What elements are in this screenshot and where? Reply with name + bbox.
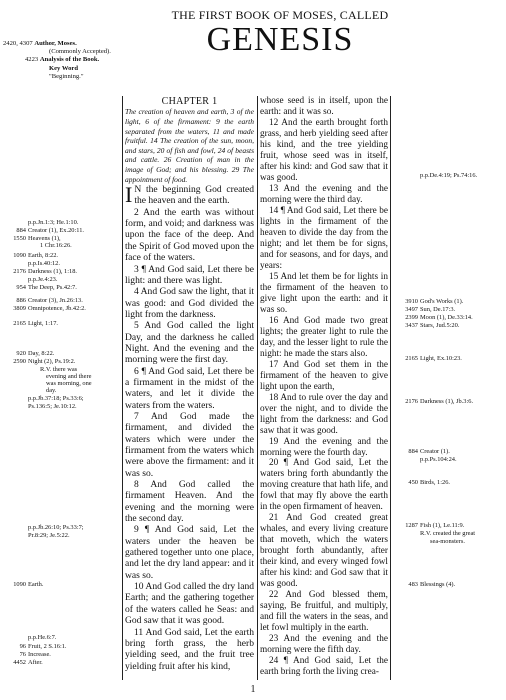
margin-note: p.p.Is.40:12. [28, 260, 60, 267]
column-rule-middle [257, 96, 258, 680]
margin-note: Ps.136:5; Je.10:12. [28, 403, 77, 410]
margin-note: 2590 Night (2), Ps.19:2. [13, 358, 76, 365]
verse: 5 And God called the light Day, and the darkness he called Night. And the evening and the morning were the first day. [125, 320, 254, 366]
margin-note: 954 The Deep, Ps.42:7. [16, 284, 77, 291]
margin-note: sea-monsters. [430, 538, 465, 545]
margin-note: 1550 Heavens (1), [13, 235, 61, 242]
margin-note: 920 Day, 8:22. [16, 350, 55, 357]
margin-note: evening and there [46, 373, 92, 380]
verse: 17 And God set them in the firmament of the heaven to give light upon the earth, [260, 359, 388, 392]
verse: 24 ¶ And God said, Let the earth bring forth the living crea- [260, 656, 388, 678]
margin-note: 3809 Omnipotence, Jb.42:2. [13, 305, 86, 312]
top-note: Key Word [49, 64, 79, 72]
verse: 4 And God saw the light, that it was good: and God divided the light from the darkness. [125, 286, 254, 320]
verse: 20 ¶ And God said, Let the waters bring forth abundantly the moving creature that hath life, and fowl that may fly above the earth in the open firmament of heaven. [260, 458, 388, 513]
column-rule-right [390, 96, 391, 680]
verse: 23 And the evening and the morning were the fifth day. [260, 634, 388, 656]
margin-note: 2399 Moon (1), De.33:14. [405, 314, 473, 321]
verse: 12 And the earth brought forth grass, and herb yielding seed after his kind, and the tree yielding fruit, whose seed was in itself, after his kind: and God saw that it was good. [260, 117, 388, 183]
text-column-2 [260, 96, 388, 678]
text-column-1 [125, 96, 254, 672]
margin-note: p.p.Jb.26:10; Ps.33:7; [28, 524, 84, 531]
column-rule-left [122, 96, 123, 680]
margin-note: p.p.Jn.1:3; He.1:10. [28, 219, 79, 226]
book-subtitle: THE FIRST BOOK OF MOSES, CALLED [171, 8, 389, 22]
verse: 21 And God created great whales, and every living creature that moveth, which the waters brought forth abundantly, after their kind, and every winged fowl after his kind: and God saw that it was good. [260, 513, 388, 590]
margin-note: 884 Creator (1), Ex.20:11. [16, 227, 85, 234]
margin-note: day. [46, 387, 57, 394]
margin-note: 2165 Light, Ex.10:23. [405, 355, 462, 362]
margin-note: 450 Birds, 1:26. [408, 479, 451, 486]
verse: 19 And the evening and the morning were the fourth day. [260, 436, 388, 458]
chapter-summary: The creation of heaven and earth, 3 of the light, 6 of the firmament: 9 the earth separated from the waters, 11 and made fruitful. 14 The creation of the sun, moon, and stars, 20 of fish and fowl, 24 of beasts and cattle. 26 Creation of man in the image of God; and his blessing. 29 The appointment of food. [125, 107, 254, 184]
top-note: (Commonly Accepted). [49, 48, 111, 56]
book-title: GENESIS [206, 21, 354, 58]
margin-note: 886 Creator (3), Jn.26:13. [16, 297, 83, 304]
margin-note: 1287 Fish (1), Le.11:9. [405, 522, 465, 529]
verse: 10 And God called the dry land Earth; and the gathering together of the waters called he Seas: and God saw that it was good. [125, 581, 254, 627]
margin-note: was morning, one [46, 380, 92, 387]
margin-note: 1090 Earth, 8:22. [13, 252, 58, 259]
margin-note: R.V. created the great [420, 530, 476, 537]
verse: 9 ¶ And God said, Let the waters under the heaven be gathered together unto one place, and let the dry land appear: and it was so. [125, 524, 254, 581]
margin-note: 483 Blessings (4). [408, 581, 456, 588]
margin-note: Pr.8:29; Je.5:22. [28, 532, 70, 539]
top-notes [3, 40, 113, 81]
verse: 13 And the evening and the morning were the third day. [260, 183, 388, 205]
margin-note: 2176 Darkness (1), 1:18. [13, 268, 77, 275]
verse: 8 And God called the firmament Heaven. And the evening and the morning were the second day. [125, 479, 254, 525]
top-note: 4223 Analysis of the Book. [25, 56, 100, 64]
verse: 14 ¶ And God said, Let there be lights in the firmament of the heaven to divide the day from the night; and let them be for signs, and for seasons, and for days, and years: [260, 205, 388, 271]
verse: 11 And God said, Let the earth bring forth grass, the herb yielding seed, and the fruit tree yielding fruit after his kind, [125, 626, 254, 672]
margin-note: 76 Increase. [19, 651, 51, 658]
verse: 7 And God made the firmament, and divided the waters which were under the firmament from the waters which were above the firmament: and it was so. [125, 410, 254, 479]
margin-note: 2176 Darkness (1), Jb.3:6. [405, 398, 474, 405]
drop-cap: I [125, 182, 133, 208]
margin-note: 4452 After. [13, 659, 43, 666]
margin-note: 3497 Sun, De.17:3. [405, 306, 456, 313]
margin-note: p.p.Jb.37:18; Ps.33:6; [28, 395, 84, 402]
top-note: 2420, 4307 Author, Moses. [3, 40, 77, 47]
margin-note: 1 Chr.16:26. [40, 242, 72, 249]
verse: whose seed is in itself, upon the earth: and it was so. [260, 96, 388, 117]
verse: 3 ¶ And God said, Let there be light: and there was light. [125, 263, 254, 286]
margin-note: R.V. there was [40, 366, 78, 373]
verse: 18 And to rule over the day and over the night, and to divide the light from the darkness: and God saw that it was good. [260, 392, 388, 436]
verse: 16 And God made two great lights; the greater light to rule the day, and the lesser light to rule the night: he made the stars also. [260, 315, 388, 359]
margin-note: p.p.De.4:19; Ps.74:16. [420, 172, 478, 179]
top-note: "Beginning." [49, 72, 84, 80]
margin-note: 1090 Earth. [13, 581, 44, 588]
margin-note: 96 Fruit, 2 S.16:1. [19, 643, 67, 650]
margin-note: 884 Creator (1). [408, 448, 450, 455]
verse: 15 And let them be for lights in the firmament of the heaven to give light upon the earth: and it was so. [260, 271, 388, 315]
margin-note: p.p.Ps.104:24. [420, 456, 457, 463]
verse-1: I N the beginning God created the heaven and the earth. [125, 182, 254, 208]
margin-note: p.p.He.6:7. [28, 634, 57, 641]
verse: 2 And the earth was without form, and void; and darkness was upon the face of the deep. And the Spirit of God moved upon the face of the waters. [125, 206, 254, 264]
verse: 22 And God blessed them, saying, Be fruitful, and multiply, and fill the waters in the seas, and let fowl multiply in the earth. [260, 590, 388, 634]
margin-note: 2165 Light, 1:17. [13, 320, 58, 327]
margin-note: 3910 God's Works (1). [405, 298, 464, 305]
page-number: 1 [250, 684, 256, 695]
margin-note: p.p.Je.4:23. [28, 276, 58, 283]
margin-note: 3437 Stars, Jud.5:20. [405, 322, 460, 329]
verse: 6 ¶ And God said, Let there be a firmament in the midst of the waters, and let it divide the waters from the waters. [125, 365, 254, 411]
chapter-heading: CHAPTER 1 [161, 96, 218, 107]
